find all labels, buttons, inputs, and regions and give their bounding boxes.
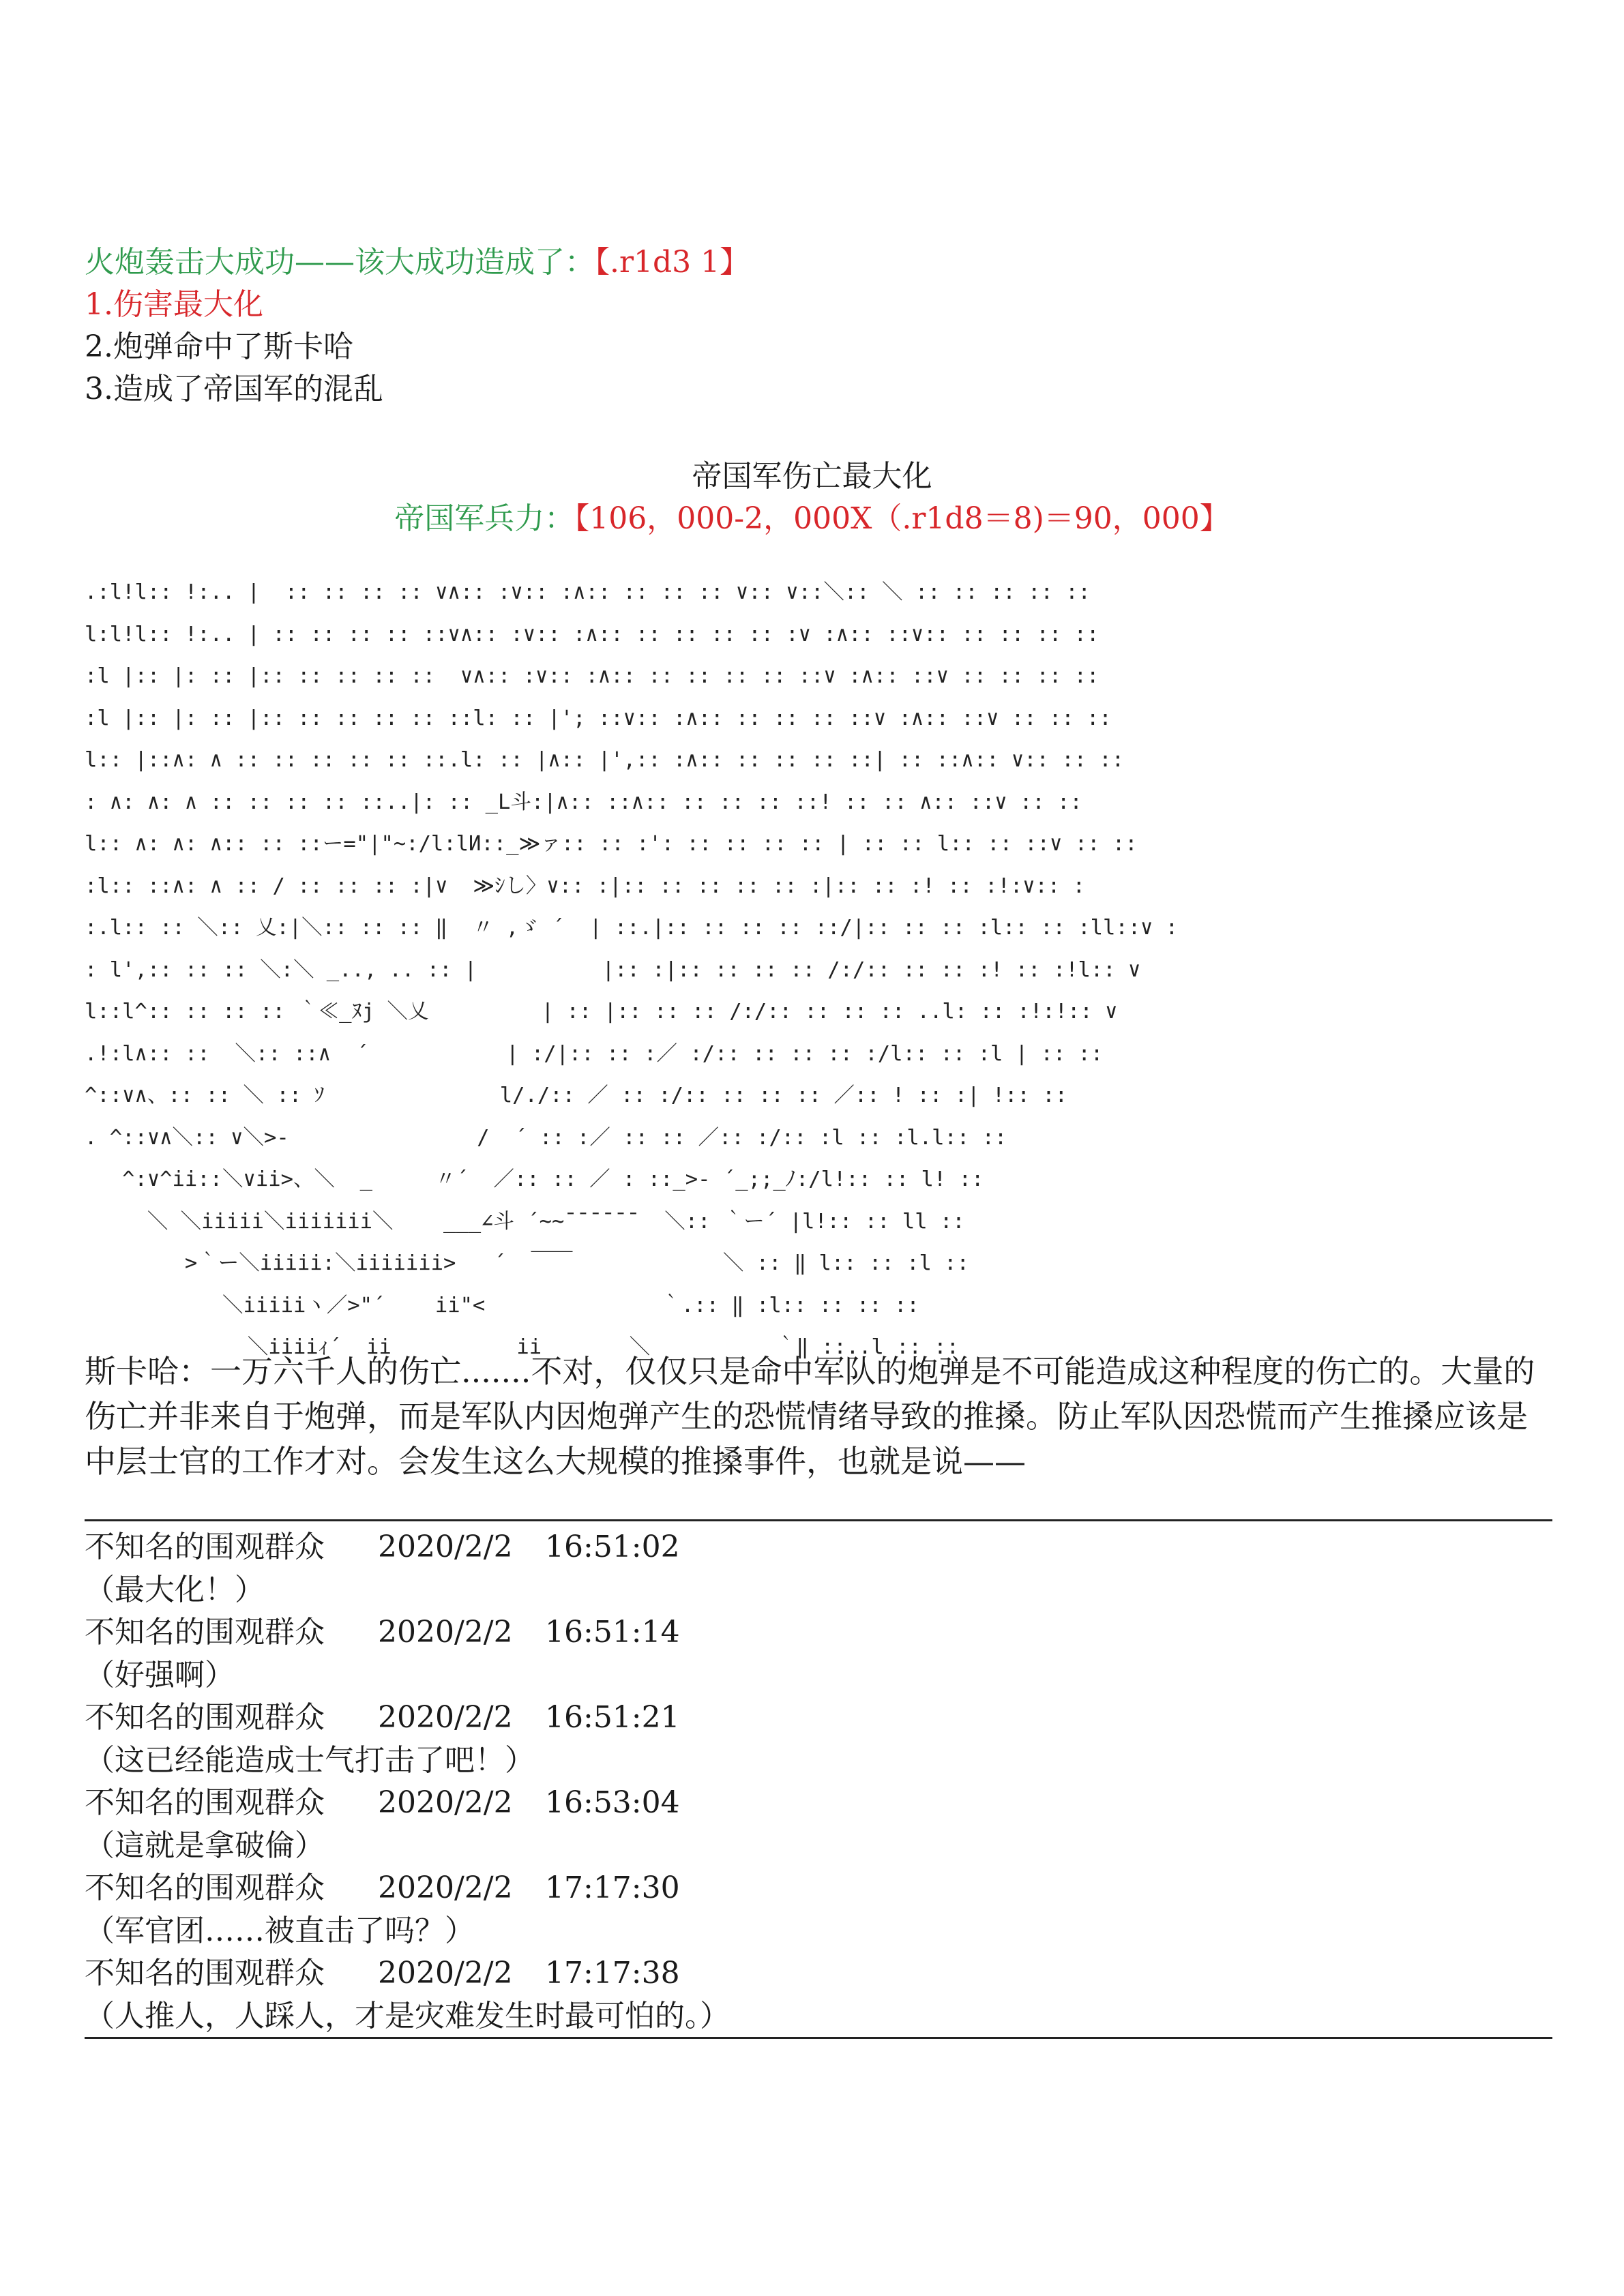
comment-meta xyxy=(85,1611,1544,1654)
comment-text: （好强啊） xyxy=(85,1657,235,1693)
comment-text: （最大化！） xyxy=(85,1572,265,1607)
comment-list xyxy=(85,1526,1544,2038)
comment-text: （人推人，人踩人，才是灾难发生时最可怕的。） xyxy=(85,1998,730,2033)
narration-paragraph: 斯卡哈：一万六千人的伤亡.......不对，仅仅只是命中军队的炮弹是不可能造成这种程度的伤亡的。大量的伤亡并非来自于炮弹，而是军队内因炮弹产生的恐慌情绪导致的推搡。防止军队因恐慌而产生推搡应该是中层士官的工作才对。会发生这么大规模的推搡事件，也就是说—— xyxy=(85,1353,1535,1480)
ascii-art-line: l::l^:: :: :: :: ｀≪_ﾇj ＼乂 | :: |:: :: :: /:/:: :: :: :: ..l: :: :!:!:: ∨ xyxy=(85,1000,1118,1024)
comment-author: 不知名的围观群众 xyxy=(85,1700,325,1735)
ascii-art-line: :.l:: :: ＼:: 乂:|＼:: :: :: ‖ 〃 ,ゞ ´ | ::.|:: :: :: :: ::/|:: :: :: :l:: :: :ll::∨ : xyxy=(85,916,1179,940)
ascii-art-line: :l:: ::∧: ∧ :: / :: :: :: :|∨ ≫ｼし〉∨:: :|:: :: :: :: :: :|:: :: :! :: :!:∨:: : xyxy=(85,874,1086,898)
comment-time: 17:17:38 xyxy=(545,1956,680,1991)
comments-bottom-divider xyxy=(85,2037,1552,2039)
troop-strength-label: 帝国军兵力： xyxy=(394,501,575,536)
ascii-art-line: .!:l∧:: :: ＼:: ::∧ ´ | :/|:: :: :／ :/:: :: :: :: :/l:: :: :l | :: :: xyxy=(85,1041,1104,1066)
comment-date: 2020/2/2 xyxy=(378,1785,513,1820)
comment-meta xyxy=(85,1526,1544,1569)
ascii-art-line: : l',:: :: :: ＼:＼ _.., .. :: | |:: :|:: :: :: :: /:/:: :: :: :! :: :!l:: ∨ xyxy=(85,957,1141,982)
casualty-title: 帝国军伤亡最大化 xyxy=(692,459,932,494)
troop-strength-formula: 【106，000-2，000X（.r1d8＝8)＝90，000】 xyxy=(574,501,1230,536)
comment-time: 16:51:02 xyxy=(545,1530,680,1564)
comment-item xyxy=(85,1867,1544,1952)
comment-meta xyxy=(85,1782,1544,1825)
comment-author: 不知名的围观群众 xyxy=(85,1870,325,1905)
ascii-art-line: .:l!l:: !:.. | :: :: :: :: ∨∧:: :∨:: :∧:: :: :: :: ∨:: ∨::＼:: ＼ :: :: :: :: :: xyxy=(85,580,1091,604)
comment-text: （军官团……被直击了吗？） xyxy=(85,1913,475,1948)
comment-text: （这已经能造成士气打击了吧！） xyxy=(85,1742,535,1778)
ascii-art-line: >｀ー＼iiiii:＼iiiiiii> ´ ￣￣ ＼ :: ‖ l:: :: :l :: xyxy=(85,1251,969,1275)
ascii-art-line: ^:∨^ii::＼∨ii>、＼ _ 〃´ ／:: :: ／ : ::_>- ´_;;_ﾉ:/l!:: :: l! :: xyxy=(85,1167,984,1191)
roll-result-value: 【.r1d3 1】 xyxy=(595,245,750,280)
comment-item xyxy=(85,1611,1544,1697)
comment-author: 不知名的围观群众 xyxy=(85,1956,325,1991)
comment-item xyxy=(85,1782,1544,1867)
comment-date: 2020/2/2 xyxy=(378,1956,513,1991)
ascii-art-line: . ^::∨∧＼:: ∨＼>- / ´ :: :／ :: :: ／:: :/:: :l :: :l.l:: :: xyxy=(85,1125,1007,1150)
comment-author: 不知名的围观群众 xyxy=(85,1615,325,1650)
effect-item-1: 1.伤害最大化 xyxy=(85,287,263,322)
ascii-art-line: : ∧: ∧: ∧ :: :: :: :: ::..|: :: _L斗:|∧:: ::∧:: :: :: :: ::! :: :: ∧:: ::∨ :: :: xyxy=(85,790,1082,814)
ascii-art-line: l:: |::∧: ∧ :: :: :: :: :: ::.l: :: |∧:: |',:: :∧:: :: :: :: ::| :: ::∧:: ∨:: :: :: xyxy=(85,748,1125,772)
comment-date: 2020/2/2 xyxy=(378,1700,513,1735)
ascii-art-line: ＼iiiiｨ´ ii ii ＼ ｀‖ ::..l :: :: xyxy=(85,1335,959,1359)
comment-date: 2020/2/2 xyxy=(378,1870,513,1905)
ascii-art xyxy=(85,571,1179,1359)
comment-date: 2020/2/2 xyxy=(378,1615,513,1650)
comment-item xyxy=(85,1526,1544,1611)
ascii-art-line: l:l!l:: !:.. | :: :: :: :: ::∨∧:: :∨:: :∧:: :: :: :: :: :∨ :∧:: ::∨:: :: :: :: :: xyxy=(85,622,1099,646)
comment-time: 16:53:04 xyxy=(545,1785,680,1820)
ascii-art-line: ＼ ＼iiiii＼iiiiiii＼ ___∠斗 ´~~¯¯¯¯¯¯ ＼:: ｀ー´ |l!:: :: ll :: xyxy=(85,1209,965,1234)
comment-item xyxy=(85,1697,1544,1782)
comment-author: 不知名的围观群众 xyxy=(85,1530,325,1564)
comment-meta xyxy=(85,1952,1544,1995)
ascii-art-line: l:: ∧: ∧: ∧:: :: ::ー="|"~:/l:lИ::_≫ァ:: :: :': :: :: :: :: | :: :: l:: :: ::∨ :: :: xyxy=(85,832,1138,856)
ascii-art-line: ＼iiiiiヽ／>"´ ii"< ｀.:: ‖ :l:: :: :: :: xyxy=(85,1293,919,1317)
comments-top-divider xyxy=(85,1519,1552,1521)
comment-text: （這就是拿破倫） xyxy=(85,1828,325,1863)
ascii-art-line: :l |:: |: :: |:: :: :: :: :: ::l: :: |'; ::∨:: :∧:: :: :: :: ::∨ :∧:: ::∨ :: :: :: xyxy=(85,706,1112,730)
comment-meta xyxy=(85,1867,1544,1910)
casualty-formula-line xyxy=(0,498,1624,540)
comment-time: 16:51:14 xyxy=(545,1615,680,1650)
effect-item-2: 2.炮弹命中了斯卡哈 xyxy=(85,329,353,364)
comment-time: 16:51:21 xyxy=(545,1700,680,1735)
comment-date: 2020/2/2 xyxy=(378,1530,513,1564)
ascii-art-line: ^::∨∧、:: :: ＼ :: ｿ l/./:: ／ :: :/:: :: :: :: ／:: ! :: :| !:: :: xyxy=(85,1084,1067,1107)
effect-item-3: 3.造成了帝国军的混乱 xyxy=(85,372,383,406)
comment-meta xyxy=(85,1697,1544,1740)
comment-time: 17:17:30 xyxy=(545,1870,680,1905)
comment-item xyxy=(85,1952,1544,2038)
ascii-art-line: :l |:: |: :: |:: :: :: :: :: ∨∧:: :∨:: :∧:: :: :: :: :: ::∨ :∧:: ::∨ :: :: :: :: xyxy=(85,664,1099,688)
roll-result-label: 火炮轰击大成功——该大成功造成了： xyxy=(85,245,595,280)
comment-author: 不知名的围观群众 xyxy=(85,1785,325,1820)
roll-result-line xyxy=(85,241,750,284)
